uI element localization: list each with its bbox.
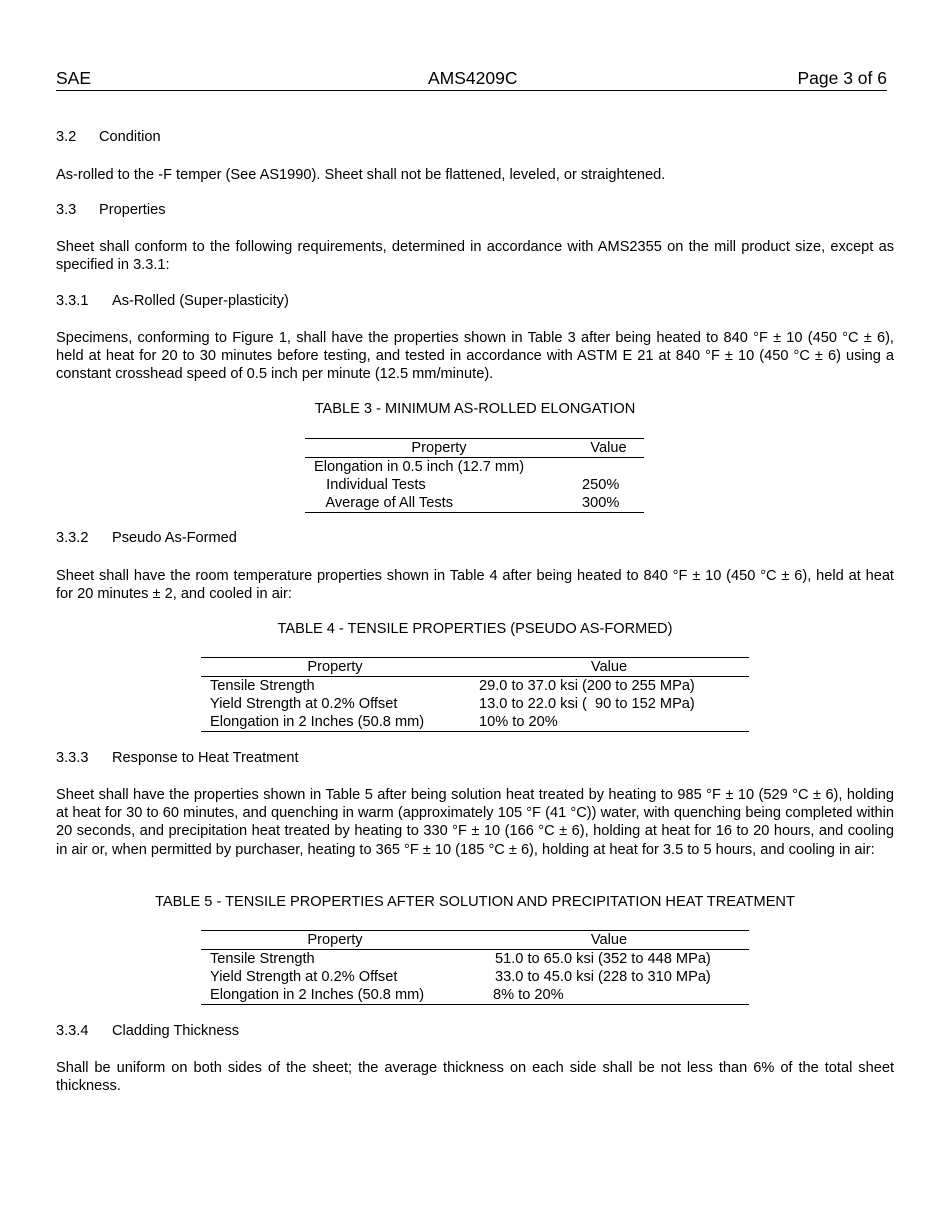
header-doc-number: AMS4209C — [428, 68, 518, 88]
header-page-number: Page 3 of 6 — [797, 68, 887, 88]
table-cell: Elongation in 2 Inches (50.8 mm) — [201, 986, 469, 1005]
table-row — [201, 677, 749, 696]
table-cell: Average of All Tests — [305, 494, 573, 513]
table-row — [201, 695, 749, 713]
table-4-caption: TABLE 4 - TENSILE PROPERTIES (PSEUDO AS-FORMED) — [277, 621, 673, 637]
table-cell: Elongation in 2 Inches (50.8 mm) — [201, 713, 469, 732]
table-cell: 29.0 to 37.0 ksi (200 to 255 MPa) — [479, 678, 695, 694]
table-cell: 250% — [582, 477, 620, 493]
section-heading-3-3 — [56, 202, 166, 218]
section-title: Condition — [99, 129, 161, 145]
section-text-3-3-1: Specimens, conforming to Figure 1, shall have the properties shown in Table 3 after being heated to 840 °F ± 10 (450 °C ± 6), held at heat for 20 to 30 minutes before testing, and tested in accordance with ASTM E 21 at 840 °F ± 10 (450 °C ± 6) using a constant crosshead speed of 0.5 inch per minute (12.5 mm/minute). — [56, 330, 894, 383]
section-heading-3-3-1 — [56, 293, 289, 309]
header-org: SAE — [56, 68, 92, 88]
table-row — [305, 458, 644, 477]
table-3 — [305, 438, 644, 513]
section-heading-3-2 — [56, 129, 161, 145]
table-header: Value — [469, 658, 749, 677]
table-header: Value — [573, 439, 644, 458]
table-cell — [573, 458, 644, 477]
section-number: 3.3.3 — [56, 750, 89, 766]
section-text-3-3-2: Sheet shall have the room temperature properties shown in Table 4 after being heated to 840 °F ± 10 (450 °C ± 6), held at heat for 20 minutes ± 2, and cooled in air: — [56, 568, 894, 603]
table-5 — [201, 930, 749, 1005]
table-header: Property — [305, 439, 573, 458]
table-cell: Individual Tests — [314, 477, 426, 493]
section-title: As-Rolled (Super-plasticity) — [112, 293, 289, 309]
table-row — [201, 713, 749, 732]
table-3-caption: TABLE 3 - MINIMUM AS-ROLLED ELONGATION — [314, 401, 636, 417]
section-number: 3.3.4 — [56, 1023, 89, 1039]
table-cell: 10% to 20% — [469, 713, 749, 732]
section-text-3-2: As-rolled to the -F temper (See AS1990). Sheet shall not be flattened, leveled, or straightened. — [56, 167, 666, 183]
table-cell: Tensile Strength — [210, 951, 315, 967]
table-row — [305, 494, 644, 513]
section-number: 3.3 — [56, 202, 77, 218]
section-title: Response to Heat Treatment — [112, 750, 299, 766]
section-title: Properties — [99, 202, 166, 218]
section-title: Cladding Thickness — [112, 1023, 240, 1039]
table-cell: 13.0 to 22.0 ksi ( 90 to 152 MPa) — [479, 696, 695, 712]
table-row — [201, 950, 749, 969]
section-heading-3-3-3 — [56, 750, 299, 766]
table-header: Property — [201, 931, 469, 950]
table-row — [201, 986, 749, 1005]
table-header: Value — [469, 931, 749, 950]
table-cell: Yield Strength at 0.2% Offset — [210, 969, 398, 985]
table-row — [201, 968, 749, 986]
table-4 — [201, 657, 749, 732]
table-5-caption: TABLE 5 - TENSILE PROPERTIES AFTER SOLUTION AND PRECIPITATION HEAT TREATMENT — [155, 894, 795, 910]
table-cell: Tensile Strength — [210, 678, 315, 694]
page-header — [56, 68, 887, 91]
table-cell: Yield Strength at 0.2% Offset — [210, 696, 398, 712]
table-cell: 300% — [573, 494, 644, 513]
table-cell: Elongation in 0.5 inch (12.7 mm) — [314, 459, 525, 475]
table-row — [305, 476, 644, 494]
section-heading-3-3-2 — [56, 530, 237, 546]
section-number: 3.3.2 — [56, 530, 89, 546]
table-cell: 8% to 20% — [469, 986, 749, 1005]
table-header: Property — [201, 658, 469, 677]
section-number: 3.3.1 — [56, 293, 89, 309]
table-cell: 51.0 to 65.0 ksi (352 to 448 MPa) — [495, 951, 711, 967]
section-text-3-3-3: Sheet shall have the properties shown in Table 5 after being solution heat treated by heating to 985 °F ± 10 (529 °C ± 6), holding at heat for 30 to 60 minutes, and quenching in warm (approximately 105 °F (41 °C)) water, with quenching being completed within 20 seconds, and precipitation heat treated by heating to 330 °F ± 10 (166 °C ± 6), holding at heat for 16 to 20 hours, and cooling in air or, when permitted by purchaser, heating to 365 °F ± 10 (185 °C ± 6), holding at heat for 3.5 to 5 hours, and cooling in air: — [56, 787, 894, 858]
section-heading-3-3-4 — [56, 1023, 239, 1039]
table-cell: 33.0 to 45.0 ksi (228 to 310 MPa) — [495, 969, 711, 985]
section-number: 3.2 — [56, 129, 77, 145]
section-text-3-3: Sheet shall conform to the following requirements, determined in accordance with AMS2355 on the mill product size, except as specified in 3.3.1: — [56, 239, 894, 274]
section-text-3-3-4: Shall be uniform on both sides of the sheet; the average thickness on each side shall be not less than 6% of the total sheet thickness. — [56, 1060, 894, 1095]
section-title: Pseudo As-Formed — [112, 530, 237, 546]
